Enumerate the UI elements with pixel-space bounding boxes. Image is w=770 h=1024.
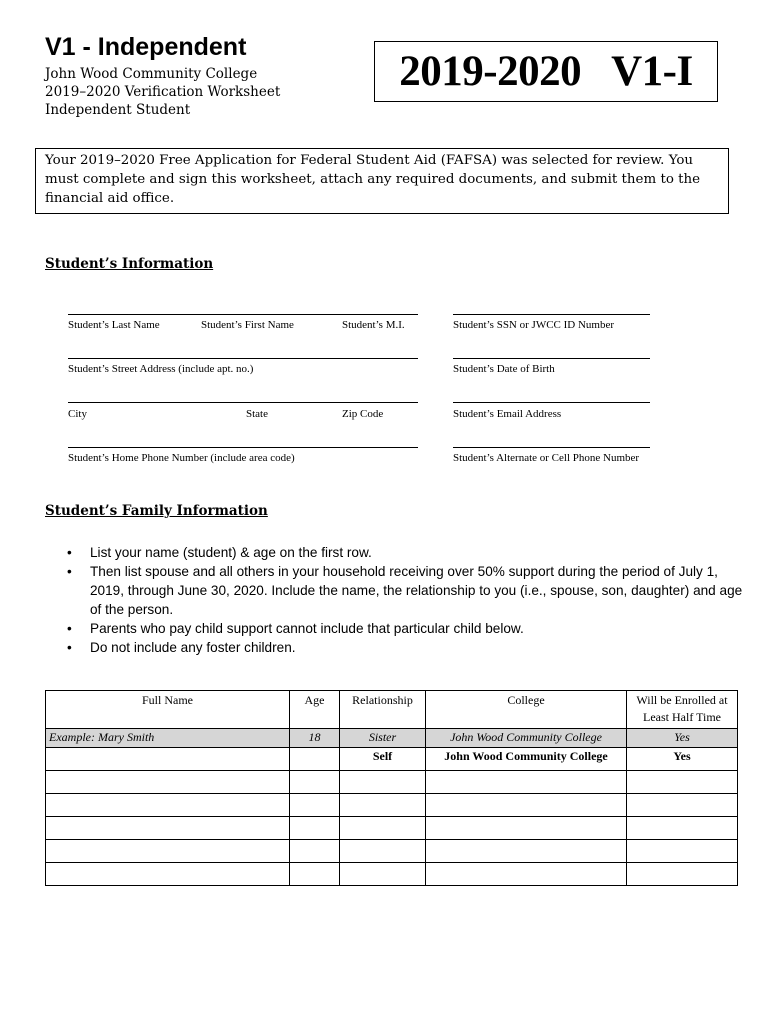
alt-phone-label: Student’s Alternate or Cell Phone Number: [453, 452, 640, 464]
self-name-cell[interactable]: [46, 748, 290, 771]
alt-phone-line[interactable]: [453, 447, 650, 448]
table-row: [46, 863, 738, 886]
enrolled-cell[interactable]: [627, 771, 738, 794]
instruction-item: • Parents who pay child support cannot include that particular child below.: [67, 621, 524, 636]
city-label: City: [68, 408, 87, 420]
bullet-icon: •: [67, 621, 72, 636]
notice-box: Your 2019–2020 Free Application for Federal Student Aid (FAFSA) was selected for review. You must complete and sign this worksheet, attach any required documents, and submit them to the financial aid office.: [35, 148, 729, 214]
ssn-label: Student’s SSN or JWCC ID Number: [453, 319, 615, 331]
col-college: College: [426, 691, 627, 729]
worksheet-name: 2019–2020 Verification Worksheet: [45, 84, 281, 100]
table-row: [46, 794, 738, 817]
student-type: Independent Student: [45, 102, 191, 118]
last-name-label: Student’s Last Name: [68, 319, 160, 331]
email-line[interactable]: [453, 402, 650, 403]
city-state-zip-line[interactable]: [68, 402, 418, 403]
instruction-list: [62, 543, 752, 657]
household-table: [45, 690, 738, 886]
zip-label: Zip Code: [342, 408, 384, 420]
example-enrolled: Yes: [627, 729, 738, 748]
address-line[interactable]: [68, 358, 418, 359]
address-label: Student’s Street Address (include apt. no.): [68, 363, 254, 375]
example-row: [46, 729, 738, 748]
table-row: [46, 840, 738, 863]
year-badge: 2019-2020 V1-I: [374, 41, 718, 102]
table-row: [46, 771, 738, 794]
self-row: [46, 748, 738, 771]
example-age: 18: [290, 729, 340, 748]
example-name: Example: Mary Smith: [46, 729, 290, 748]
enrolled-cell[interactable]: [627, 794, 738, 817]
self-college: John Wood Community College: [426, 748, 627, 771]
name-line[interactable]: [68, 314, 418, 315]
instruction-item: • Do not include any foster children.: [67, 640, 296, 655]
name-cell[interactable]: [46, 771, 290, 794]
college-name: John Wood Community College: [45, 66, 258, 82]
self-age-cell[interactable]: [290, 748, 340, 771]
col-age: Age: [290, 691, 340, 729]
name-cell[interactable]: [46, 840, 290, 863]
dob-label: Student’s Date of Birth: [453, 363, 555, 375]
instruction-item: • List your name (student) & age on the first row.: [67, 545, 372, 560]
age-cell[interactable]: [290, 817, 340, 840]
student-info-heading: Student’s Information: [45, 256, 214, 272]
mi-label: Student’s M.I.: [342, 319, 405, 331]
self-relationship: Self: [340, 748, 426, 771]
bullet-icon: •: [67, 545, 72, 560]
example-college: John Wood Community College: [426, 729, 627, 748]
table-row: [46, 817, 738, 840]
home-phone-label: Student’s Home Phone Number (include area code): [68, 452, 295, 464]
enrolled-cell[interactable]: [627, 863, 738, 886]
enrolled-cell[interactable]: [627, 840, 738, 863]
name-cell[interactable]: [46, 794, 290, 817]
first-name-label: Student’s First Name: [201, 319, 294, 331]
relationship-cell[interactable]: [340, 863, 426, 886]
col-relationship: Relationship: [340, 691, 426, 729]
dob-line[interactable]: [453, 358, 650, 359]
page-title: V1 - Independent: [45, 33, 247, 61]
relationship-cell[interactable]: [340, 817, 426, 840]
relationship-cell[interactable]: [340, 794, 426, 817]
college-cell[interactable]: [426, 794, 627, 817]
relationship-cell[interactable]: [340, 840, 426, 863]
age-cell[interactable]: [290, 771, 340, 794]
college-cell[interactable]: [426, 817, 627, 840]
ssn-line[interactable]: [453, 314, 650, 315]
col-enrolled: Will be Enrolled at Least Half Time: [627, 691, 738, 729]
home-phone-line[interactable]: [68, 447, 418, 448]
college-cell[interactable]: [426, 840, 627, 863]
email-label: Student’s Email Address: [453, 408, 562, 420]
enrolled-cell[interactable]: [627, 817, 738, 840]
relationship-cell[interactable]: [340, 771, 426, 794]
col-full-name: Full Name: [46, 691, 290, 729]
bullet-icon: •: [67, 640, 72, 655]
instruction-item: • Then list spouse and all others in your household receiving over 50% support during the period of July 1, 2019, through June 30, 2020. Include the name, the relationship to you (i.e., spouse, son, daughter) and age of the person.: [67, 564, 743, 617]
table-header-row: [46, 691, 738, 729]
bullet-icon: •: [67, 564, 72, 579]
example-relationship: Sister: [340, 729, 426, 748]
self-enrolled: Yes: [627, 748, 738, 771]
age-cell[interactable]: [290, 840, 340, 863]
age-cell[interactable]: [290, 863, 340, 886]
name-cell[interactable]: [46, 863, 290, 886]
college-cell[interactable]: [426, 863, 627, 886]
name-cell[interactable]: [46, 817, 290, 840]
college-cell[interactable]: [426, 771, 627, 794]
age-cell[interactable]: [290, 794, 340, 817]
family-info-heading: Student’s Family Information: [45, 503, 268, 519]
state-label: State: [246, 408, 268, 420]
